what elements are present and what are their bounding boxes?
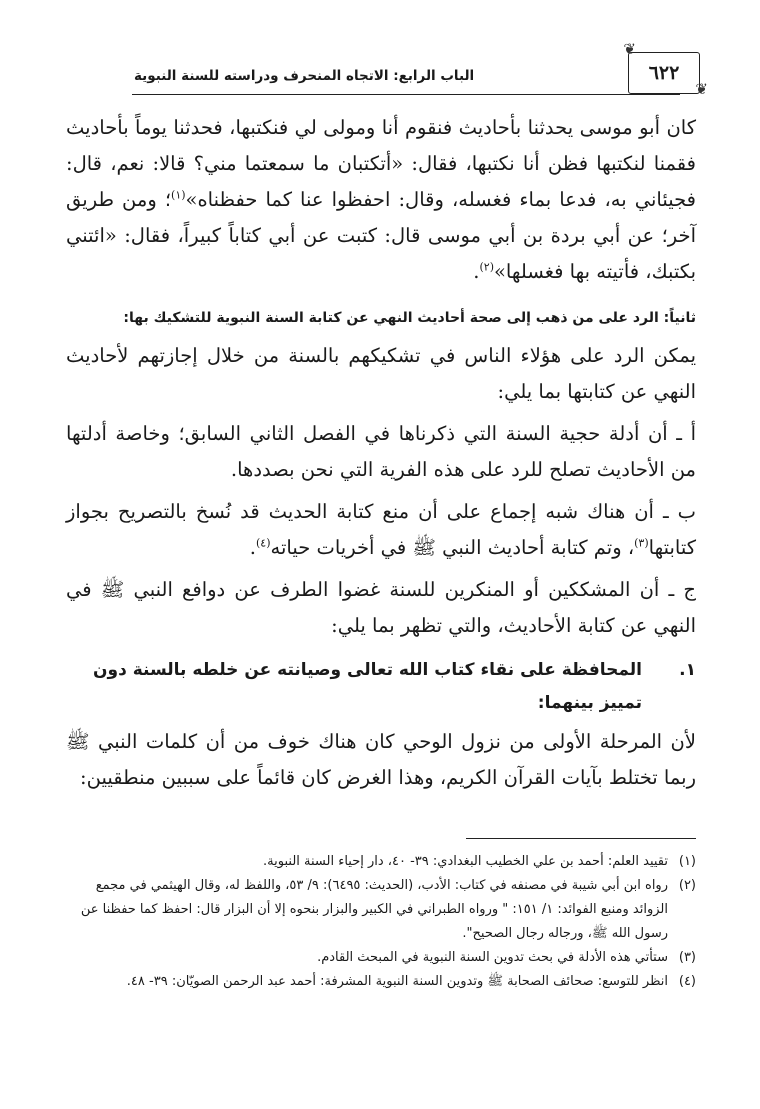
footnotes xyxy=(66,850,696,994)
footnote-text: تقييد العلم: أحمد بن علي الخطيب البغدادي: ٣٩- ٤٠، دار إحياء السنة النبوية. xyxy=(263,854,668,869)
footnote xyxy=(66,874,696,946)
footnote xyxy=(66,850,696,874)
closing-paragraph: لأن المرحلة الأولى من نزول الوحي كان هناك خوف من أن كلمات النبي ﷺ ربما تختلط بآيات القرآن الكريم، وهذا الغرض كان قائماً على سببين منطقيين: xyxy=(66,730,696,789)
list-item-c: ج ـ أن المشككين أو المنكرين للسنة غضوا الطرف عن دوافع النبي ﷺ في النهي عن كتابة الأحاديث، والتي تظهر بما يلي: xyxy=(66,578,696,637)
ornament-icon: ❦ xyxy=(623,40,636,58)
running-title: الباب الرابع: الاتجاه المنحرف ودراسته للسنة النبوية xyxy=(134,68,475,84)
footnote-number: (٤) xyxy=(678,974,696,989)
list-item-b: ب ـ أن هناك شبه إجماع على أن منع كتابة الحديث قد نُسخ بالتصريح بجواز كتابتها$^{(٣)}$، وتم كتابة أحاديث النبي ﷺ في أخريات حياته$^{(٤)}$. xyxy=(66,500,696,559)
footnote-ref[interactable]: (١) xyxy=(171,188,186,202)
footnote-ref[interactable]: (٢) xyxy=(479,260,494,274)
ornament-icon: ❦ xyxy=(695,80,708,98)
footnote-number: (١) xyxy=(678,854,696,869)
opening-paragraph: كان أبو موسى يحدثنا بأحاديث فنقوم أنا ومولى لي فنكتبها، فحدثنا يوماً بأحاديث فقمنا لنكتبها فظن أنا نكتبها، فقال: «أتكتبان ما سمعتما مني؟ قالا: نعم، قال: فجيئاني به، فدعا بماء فغسله، وقال: احفظوا عنا كما حفظناه»$^{(١)}$؛ ومن طريق آخر؛ عن أبي بردة بن أبي موسى قال: كتبت عن أبي كتاباً كبيراً، فقال: «ائتني بكتبك، فأتيته بها فغسلها»$^{(٢)}$. xyxy=(66,116,696,283)
page-body xyxy=(66,110,696,796)
page-header xyxy=(60,40,708,98)
section-subheading: ثانياً: الرد على من ذهب إلى صحة أحاديث النهي عن كتابة السنة النبوية للتشكيك بها: xyxy=(123,310,696,326)
list-item-a: أ ـ أن أدلة حجية السنة التي ذكرناها في الفصل الثاني السابق؛ وخاصة أدلتها من الأحاديث تصلح للرد على هذه الفرية التي نحن بصددها. xyxy=(66,422,696,481)
footnote-ref[interactable]: (٤) xyxy=(256,536,271,550)
header-rule xyxy=(132,94,680,95)
footnote-ref[interactable]: (٣) xyxy=(634,536,649,550)
footnote-rule xyxy=(466,838,696,839)
footnote-text: رواه ابن أبي شيبة في مصنفه في كتاب: الأدب، (الحديث: ٦٤٩٥): ٩/ ٥٣، واللفظ له، وقال الهيثمي في مجمع الزوائد ومنبع الفوائد: ١/ ١٥١: " ورواه الطبراني في الكبير والبزار بنحوه إلا أن البزار قال: احفظ كما حفظنا عن رسول الله ﷺ، ورجاله رجال الصحيح". xyxy=(80,878,668,941)
footnote-number: (٢) xyxy=(678,878,696,893)
footnote-text: ستأتي هذه الأدلة في بحث تدوين السنة النبوية في المبحث القادم. xyxy=(317,950,668,965)
footnote-text: انظر للتوسع: صحائف الصحابة ﷺ وتدوين السنة النبوية المشرفة: أحمد عبد الرحمن الصويّان: ٣٩- ٤٨. xyxy=(126,974,668,989)
footnote xyxy=(66,970,696,994)
page-number: ٦٢٢ xyxy=(628,52,700,94)
footnote xyxy=(66,946,696,970)
heading-number: ١. xyxy=(679,660,696,680)
heading-text: المحافظة على نقاء كتاب الله تعالى وصيانته عن خلطه بالسنة دون تمييز بينهما: xyxy=(93,660,642,713)
numbered-heading xyxy=(66,654,696,720)
footnote-number: (٣) xyxy=(678,950,696,965)
intro-paragraph: يمكن الرد على هؤلاء الناس في تشكيكهم بالسنة من خلال إجازتهم لأحاديث النهي عن كتابتها بما يلي: xyxy=(66,344,696,403)
